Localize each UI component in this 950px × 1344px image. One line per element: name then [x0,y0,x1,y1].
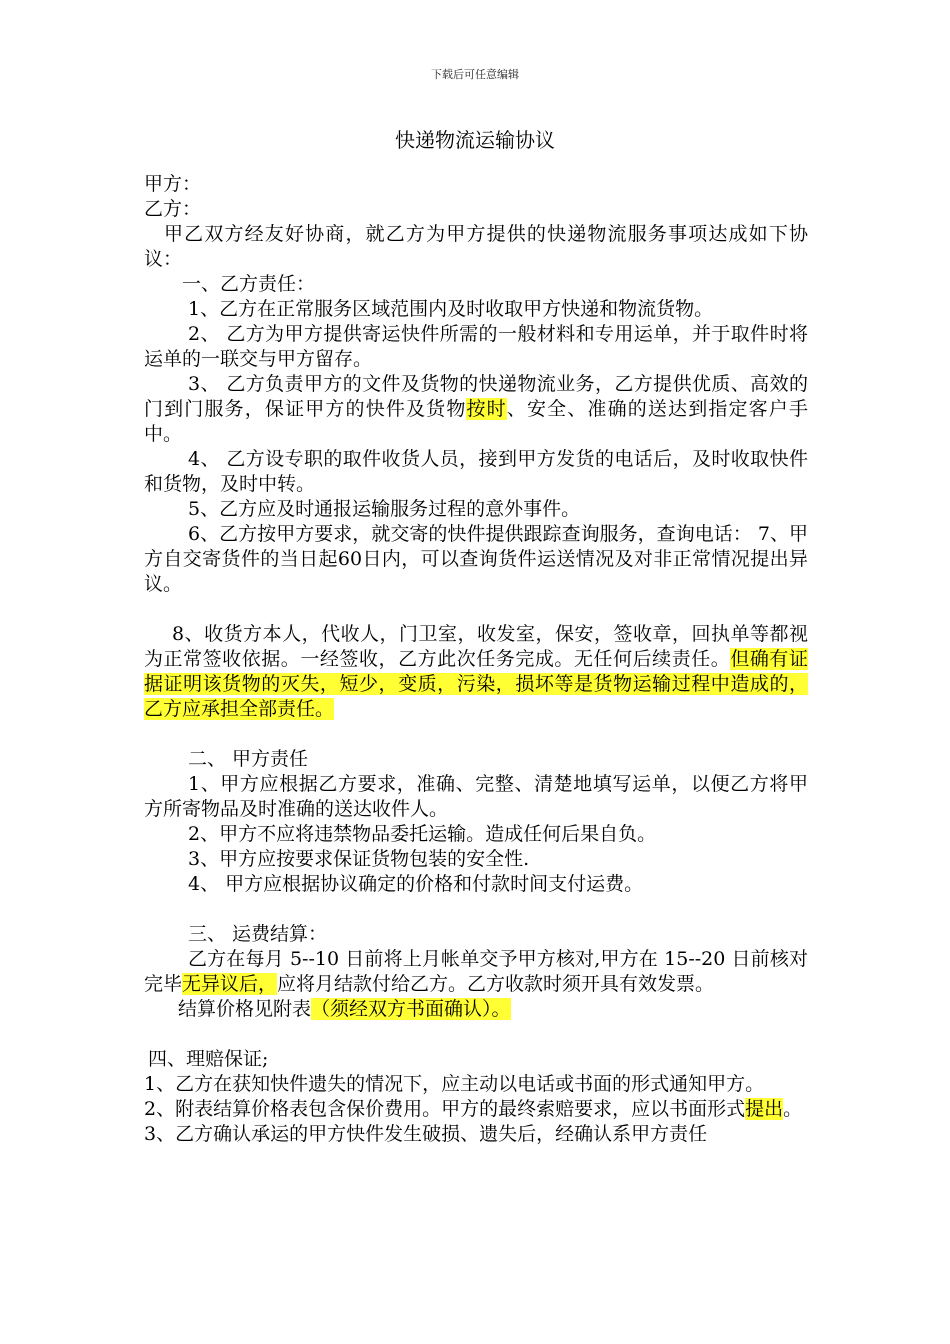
s1-item-6-7: 6、乙方按甲方要求，就交寄的快件提供跟踪查询服务，查询电话： 7、甲方自交寄货件的当日起60日内，可以查询货件运送情况及对非正常情况提出异议。 [144,523,808,595]
s1-item-8-text: 8、收货方本人，代收人，门卫室，收发室，保安，签收章，回执单等都视为正常签收依据。一经签收，乙方此次任务完成。无任何后续责任。 [144,623,808,670]
s3-p1-text-a: 乙方在每月 5--10 日前将上月帐单交予甲方核对,甲方在 15--20 日前核对完毕 [144,948,808,995]
s4-item-2 [144,1097,808,1122]
s4-item-1: 1、乙方在获知快件遗失的情况下，应主动以电话或书面的形式通知甲方。 [144,1073,765,1095]
section-4-heading: 四、理赔保证; [148,1048,269,1070]
s2-item-4: 4、 甲方应根据协议确定的价格和付款时间支付运费。 [188,873,644,895]
s1-item-4: 4、 乙方设专职的取件收货人员，接到甲方发货的电话后，及时收取快件和货物，及时中转。 [144,448,808,495]
s1-item-8-highlight: 但确有证据证明该货物的灭失，短少，变质，污染，损坏等是货物运输过程中造成的，乙方应承担全部责任。 [144,648,808,720]
s1-item-5: 5、乙方应及时通报运输服务过程的意外事件。 [188,498,581,520]
s3-p2-text: 结算价格见附表 [178,998,312,1020]
party-a-line: 甲方： [144,173,202,195]
s3-p2-highlight: （须经双方书面确认）。 [311,998,511,1020]
header-note: 下载后可任意编辑 [431,68,519,81]
s2-item-1: 1、甲方应根据乙方要求，准确、完整、清楚地填写运单，以便乙方将甲方所寄物品及时准确的送达收件人。 [144,773,808,820]
intro-paragraph: 甲乙双方经友好协商，就乙方为甲方提供的快递物流服务事项达成如下协议： [144,223,808,270]
s4-item-2-text: 2、附表结算价格表包含保价费用。甲方的最终索赔要求，应以书面形式 [144,1098,746,1120]
document-title: 快递物流运输协议 [395,128,555,152]
s1-item-8 [144,622,808,722]
s1-item-3-highlight: 按时 [466,398,507,420]
section-1-heading: 一、乙方责任： [182,273,316,295]
document-body [144,172,808,1147]
s4-item-2-highlight: 提出 [745,1098,784,1120]
s2-item-3: 3、甲方应按要求保证货物包装的安全性. [188,848,530,870]
s3-p1-text-c: 应将月结款付给乙方。乙方收款时须开具有效发票。 [277,973,715,995]
s1-item-1: 1、乙方在正常服务区域范围内及时收取甲方快递和物流货物。 [188,298,714,320]
party-b-line: 乙方： [144,198,202,220]
s4-item-3: 3、乙方确认承运的甲方快件发生破损、遗失后，经确认系甲方责任 [144,1123,708,1145]
s1-item-2: 2、 乙方为甲方提供寄运快件所需的一般材料和专用运单，并于取件时将运单的一联交与甲方留存。 [144,323,808,370]
s3-paragraph-1 [144,947,808,997]
s1-item-3 [144,372,808,447]
s3-p1-highlight: 无异议后， [182,973,278,995]
section-3-heading: 三、 运费结算： [188,923,328,945]
s1-item-3-text-c: 、安全、准确的送达到指定客户手中。 [144,398,808,445]
s4-item-2-end: 。 [783,1098,803,1120]
s3-paragraph-2 [144,997,808,1022]
section-2-heading: 二、 甲方责任 [188,748,309,770]
s1-item-3-text-a: 3、 乙方负责甲方的文件及货物的快递物流业务，乙方提供优质、高效的门到门服务，保证甲方的快件及货物 [144,373,808,420]
s2-item-2: 2、甲方不应将违禁物品委托运输。造成任何后果自负。 [188,823,657,845]
